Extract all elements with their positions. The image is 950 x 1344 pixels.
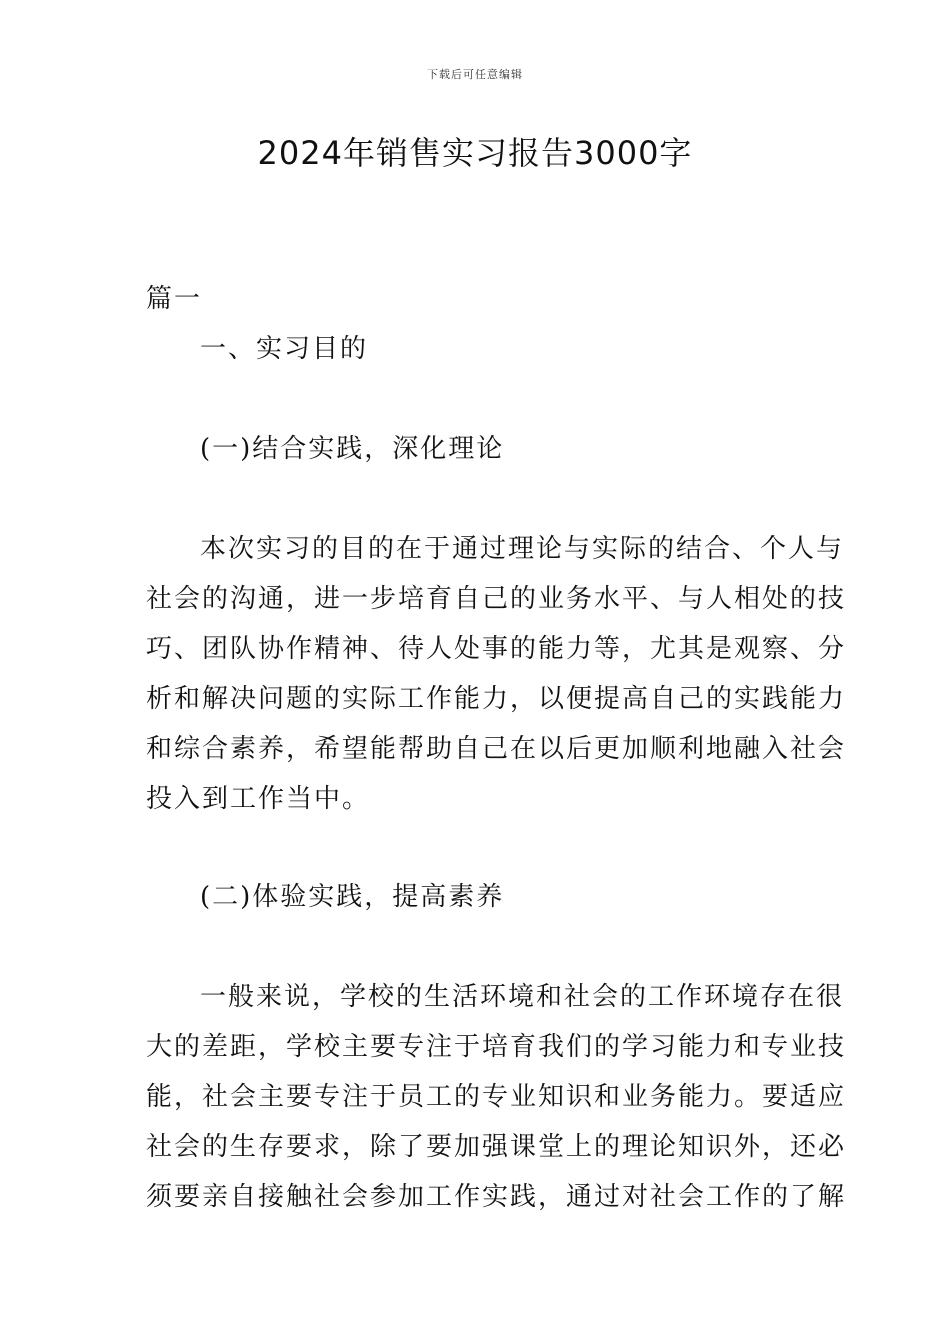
paragraph-line: 能，社会主要专注于员工的专业知识和业务能力。要适应	[146, 1082, 847, 1112]
paragraph-line: 本次实习的目的在于通过理论与实际的结合、个人与	[200, 534, 845, 564]
paragraph-line: 一般来说，学校的生活环境和社会的工作环境存在很	[200, 982, 845, 1012]
section-label: 篇一	[146, 284, 203, 314]
paragraph-line: 和综合素养，希望能帮助自己在以后更加顺利地融入社会	[146, 734, 847, 764]
header-note: 下载后可任意编辑	[427, 68, 523, 81]
paragraph-line: 巧、团队协作精神、待人处事的能力等，尤其是观察、分	[146, 634, 847, 664]
document-title: 2024年销售实习报告3000字	[257, 134, 693, 172]
paragraph-line: 大的差距，学校主要专注于培育我们的学习能力和专业技	[146, 1032, 847, 1062]
subheading-2: (二)体验实践，提高素养	[200, 882, 505, 912]
paragraph-line: 社会的生存要求，除了要加强课堂上的理论知识外，还必	[146, 1132, 847, 1162]
paragraph-line: 投入到工作当中。	[146, 784, 371, 814]
subheading-1: (一)结合实践，深化理论	[200, 434, 505, 464]
paragraph-line: 析和解决问题的实际工作能力，以便提高自己的实践能力	[146, 684, 847, 714]
paragraph-line: 须要亲自接触社会参加工作实践，通过对社会工作的了解	[146, 1182, 847, 1212]
paragraph-line: 社会的沟通，进一步培育自己的业务水平、与人相处的技	[146, 584, 847, 614]
heading-objective: 一、实习目的	[200, 334, 369, 364]
